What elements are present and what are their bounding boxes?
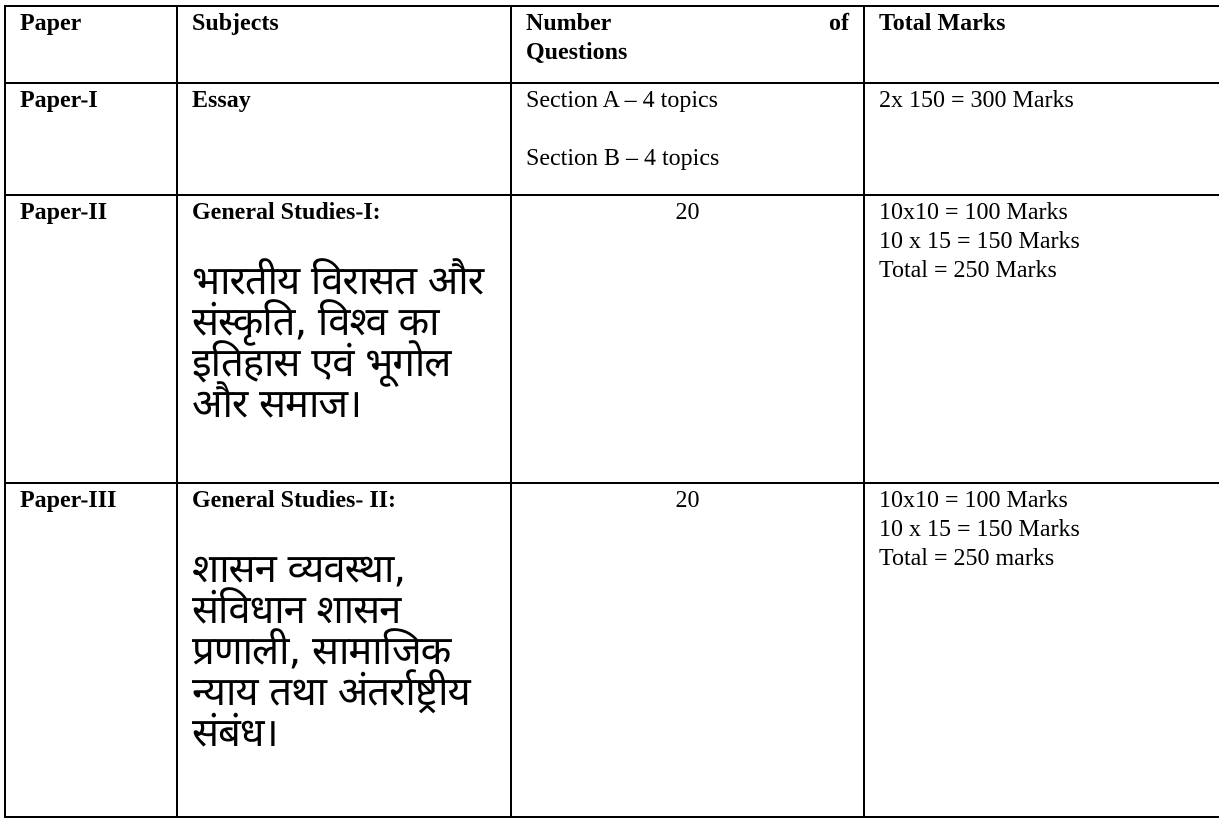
hindi-line: इतिहास एवं भूगोल bbox=[192, 340, 451, 386]
marks-line: 10x10 = 100 Marks bbox=[879, 199, 1068, 225]
questions-cell bbox=[511, 83, 864, 195]
hindi-line: और समाज। bbox=[192, 381, 362, 427]
subject-title: General Studies-I: bbox=[192, 199, 381, 225]
table-row bbox=[5, 483, 1219, 817]
subject-hindi-description bbox=[192, 546, 496, 756]
marks-line: Total = 250 Marks bbox=[879, 257, 1057, 283]
hindi-line: प्रणाली, सामाजिक bbox=[192, 628, 451, 674]
subject-title: General Studies- II: bbox=[192, 487, 396, 513]
questions-cell: 20 bbox=[511, 195, 864, 483]
marks-line: 10 x 15 = 150 Marks bbox=[879, 228, 1080, 254]
questions-line: Section A – 4 topics bbox=[526, 87, 718, 113]
marks-line: 10 x 15 = 150 Marks bbox=[879, 516, 1080, 542]
header-questions-word3: Questions bbox=[526, 39, 628, 65]
header-paper: Paper bbox=[5, 6, 177, 83]
paper-cell: Paper-I bbox=[5, 83, 177, 195]
header-row bbox=[5, 6, 1219, 83]
marks-cell bbox=[864, 483, 1219, 817]
hindi-line: न्याय तथा अंतर्राष्ट्रीय bbox=[192, 669, 470, 715]
paper-cell: Paper-III bbox=[5, 483, 177, 817]
header-questions-word2: of bbox=[829, 10, 849, 36]
hindi-line: संबंध। bbox=[192, 710, 278, 756]
hindi-line: संविधान शासन bbox=[192, 587, 401, 633]
header-subjects: Subjects bbox=[177, 6, 511, 83]
marks-line: Total = 250 marks bbox=[879, 545, 1055, 571]
questions-cell: 20 bbox=[511, 483, 864, 817]
header-number-of-questions bbox=[511, 6, 864, 83]
marks-cell bbox=[864, 83, 1219, 195]
questions-line: Section B – 4 topics bbox=[526, 145, 720, 171]
exam-pattern-table bbox=[4, 5, 1219, 818]
subject-cell bbox=[177, 195, 511, 483]
header-questions-word1: Number bbox=[526, 10, 612, 36]
hindi-line: संस्कृति, विश्व का bbox=[192, 299, 439, 345]
marks-cell bbox=[864, 195, 1219, 483]
subject-hindi-description bbox=[192, 258, 496, 427]
subject-cell bbox=[177, 483, 511, 817]
marks-line: 10x10 = 100 Marks bbox=[879, 487, 1068, 513]
table-row bbox=[5, 195, 1219, 483]
hindi-line: भारतीय विरासत और bbox=[192, 258, 484, 304]
table-row bbox=[5, 83, 1219, 195]
marks-line: 2x 150 = 300 Marks bbox=[879, 87, 1074, 113]
hindi-line: शासन व्यवस्था, bbox=[192, 546, 406, 592]
paper-cell: Paper-II bbox=[5, 195, 177, 483]
header-total-marks: Total Marks bbox=[864, 6, 1219, 83]
subject-cell: Essay bbox=[177, 83, 511, 195]
